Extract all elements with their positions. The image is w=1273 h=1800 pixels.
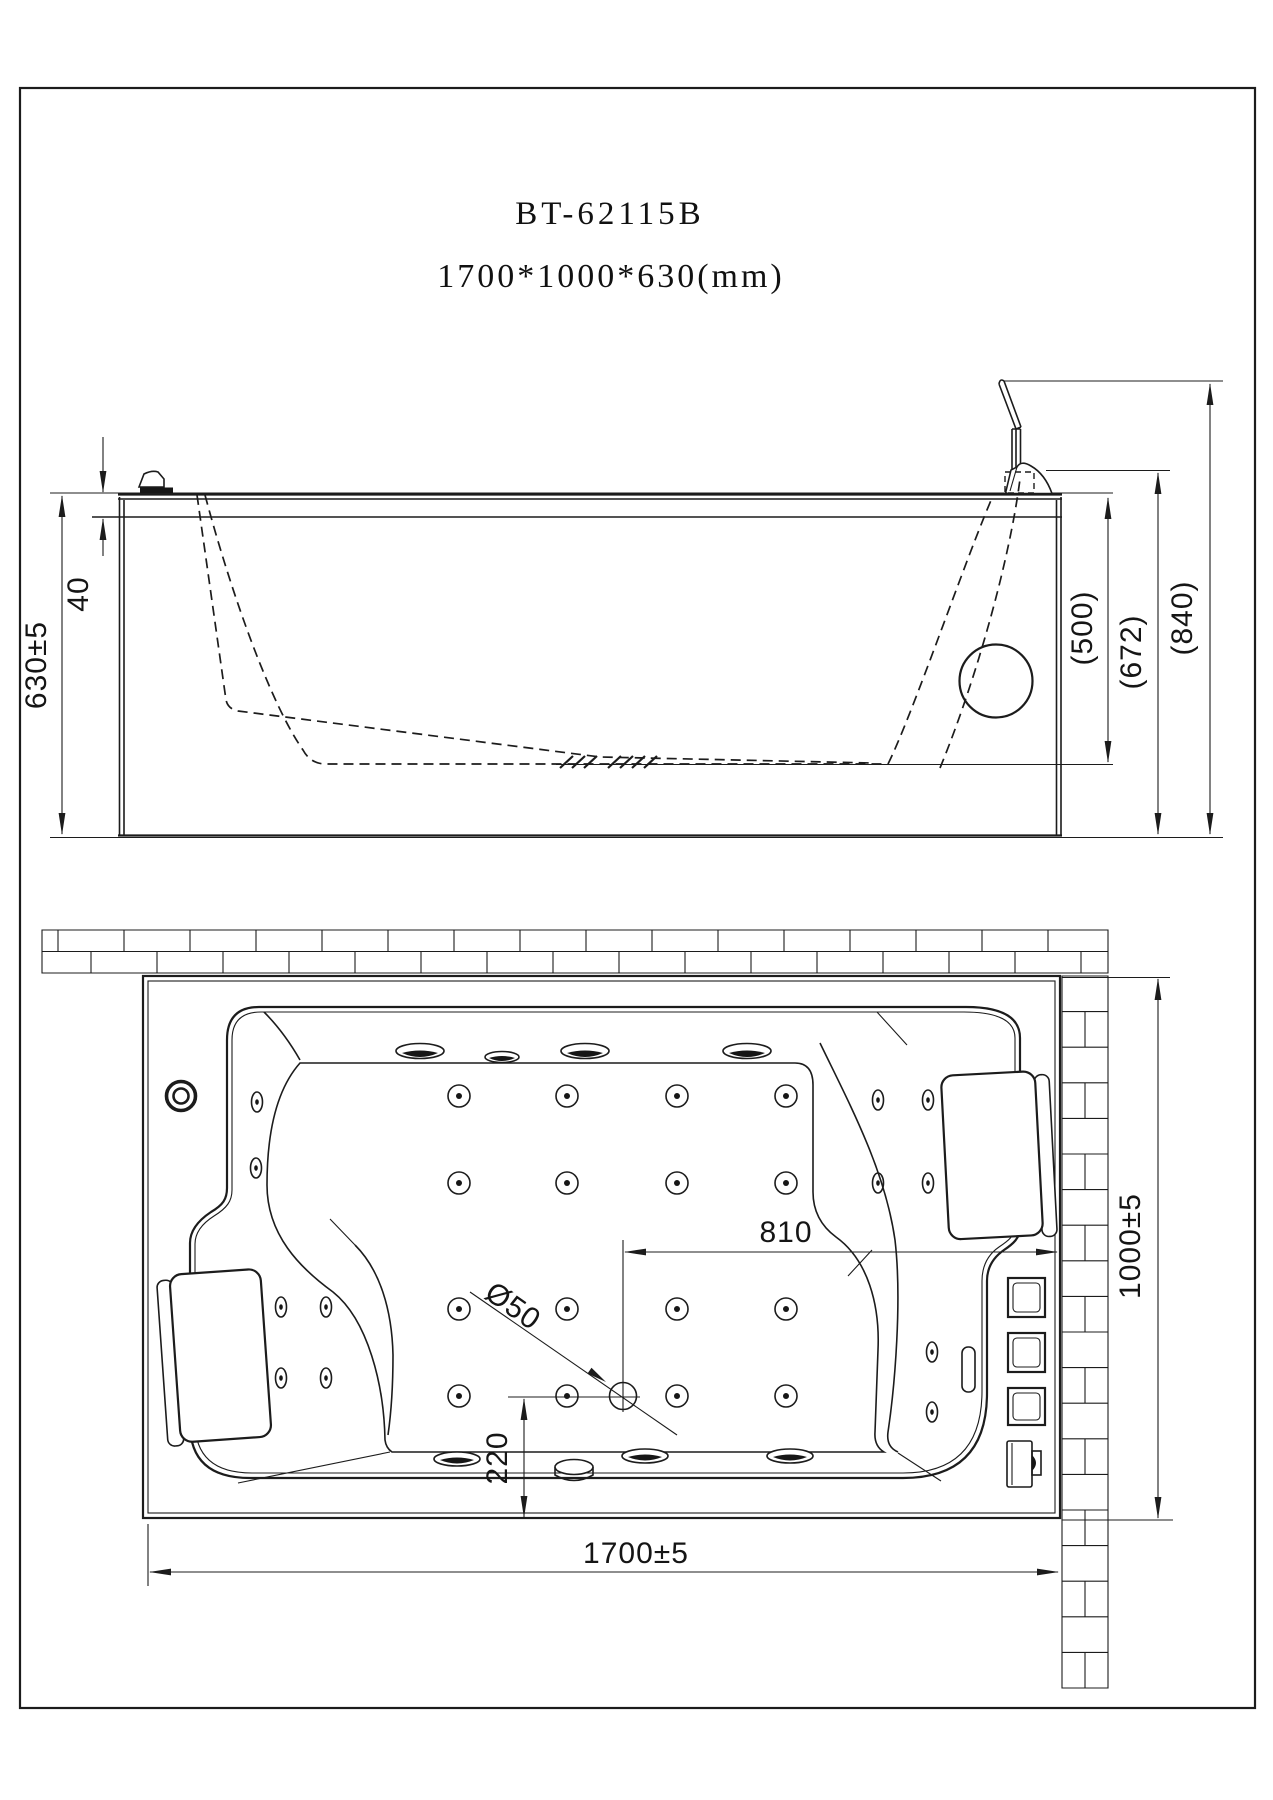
dim-1000: 1000±5 [1114, 1193, 1147, 1299]
suction-fitting [1007, 1441, 1041, 1487]
overall-dimensions: 1700*1000*630(mm) [437, 258, 785, 295]
wall-seams [238, 1012, 941, 1483]
plan-view [42, 930, 1173, 1688]
title-block [437, 196, 785, 295]
side-view [20, 380, 1223, 838]
faucet-plan [167, 1082, 196, 1111]
overflow-handle-icon [999, 380, 1052, 494]
seat-edge-left [355, 1245, 393, 1435]
dim-40: 40 [62, 576, 95, 612]
handle-slot [962, 1347, 975, 1392]
dim-drain-diameter: Ø50 [478, 1275, 547, 1337]
dim-672: (672) [1115, 614, 1148, 690]
dim-1700: 1700±5 [583, 1537, 689, 1570]
tub-outline-plan [143, 976, 1060, 1518]
model-number: BT-62115B [515, 196, 705, 232]
headrest-right [941, 1070, 1058, 1241]
control-panel [962, 1278, 1045, 1487]
dim-630: 630±5 [20, 620, 53, 710]
wall-tiles-top [42, 930, 1108, 973]
dim-810: 810 [759, 1216, 813, 1249]
pump-hole [960, 645, 1033, 718]
dim-500: (500) [1066, 590, 1099, 666]
dim-220: 220 [481, 1431, 514, 1485]
tub-outline-side [50, 493, 1223, 838]
tub-floor-plan [238, 1012, 941, 1483]
faucet-side [139, 471, 173, 493]
dim-840: (840) [1166, 580, 1199, 656]
headrest-left [156, 1269, 272, 1447]
seat-edge-right [820, 1043, 898, 1452]
wall-tiles-right [1062, 976, 1108, 1688]
tub-interior-profile [197, 479, 1113, 768]
